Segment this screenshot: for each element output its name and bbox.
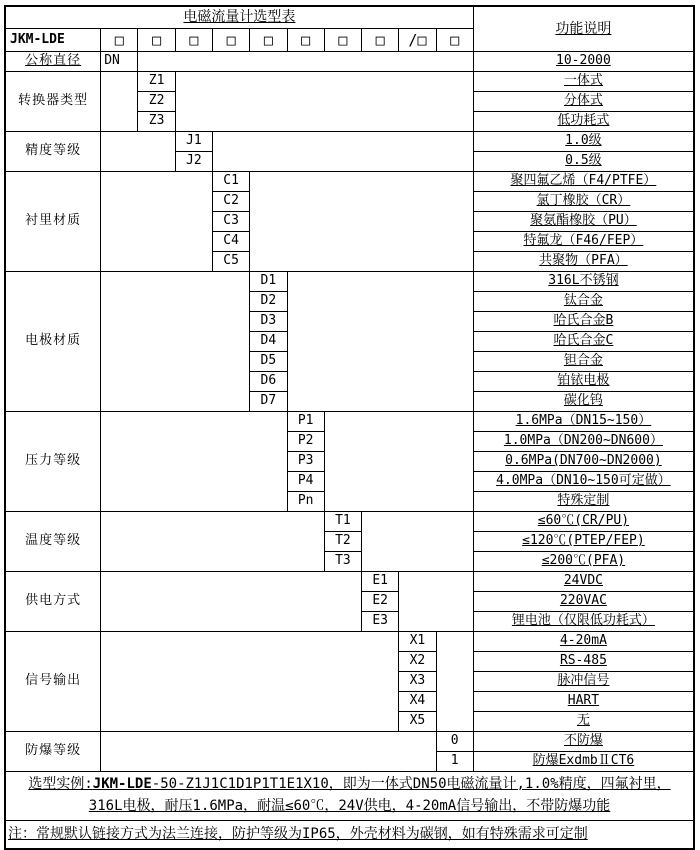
table-row [5, 132, 694, 152]
model-code-checkbox [324, 29, 361, 52]
checkbox-icon: □ [301, 30, 311, 49]
temperature-rating-label: 温度等级 [5, 512, 101, 572]
option-description: 4-20mA [473, 632, 694, 652]
option-code: C5 [212, 252, 249, 272]
example-model: JKM-LDE [92, 776, 152, 793]
option-description: 不防爆 [473, 732, 694, 752]
model-code-checkbox [101, 29, 138, 52]
accuracy-label: 精度等级 [5, 132, 101, 172]
option-description: 聚四氟乙烯（F4/PTFE） [473, 172, 694, 192]
table-row [5, 52, 694, 72]
model-code-checkbox [436, 29, 473, 52]
option-code: E2 [362, 592, 399, 612]
model-code-checkbox [362, 29, 399, 52]
option-description: 特氟龙（F46/FEP） [473, 232, 694, 252]
empty-cell [101, 572, 362, 632]
model-code-checkbox [250, 29, 287, 52]
option-description: 钛合金 [473, 292, 694, 312]
slash: / [408, 30, 418, 49]
checkbox-icon: □ [417, 30, 427, 49]
option-code: X4 [399, 692, 436, 712]
option-code: D6 [250, 372, 287, 392]
checkbox-icon: □ [152, 30, 162, 49]
empty-cell [101, 272, 250, 412]
checkbox-icon: □ [338, 30, 348, 49]
empty-cell [138, 52, 473, 72]
option-code: T1 [324, 512, 361, 532]
option-description: 铂铱电极 [473, 372, 694, 392]
option-description: 0.5级 [473, 152, 694, 172]
option-description: 哈氏合金C [473, 332, 694, 352]
table-title: 电磁流量计选型表 [5, 6, 473, 29]
model-code-checkbox [175, 29, 212, 52]
option-code: Z2 [138, 92, 175, 112]
option-description: 无 [473, 712, 694, 732]
lining-material-label: 衬里材质 [5, 172, 101, 272]
note-row [5, 821, 694, 850]
option-code: C3 [212, 212, 249, 232]
option-code: Z3 [138, 112, 175, 132]
option-code: C4 [212, 232, 249, 252]
option-code: X3 [399, 672, 436, 692]
model-code-checkbox [138, 29, 175, 52]
empty-cell [324, 412, 473, 512]
option-description: 低功耗式 [473, 112, 694, 132]
option-code: 1 [436, 752, 473, 772]
note-text: 注：常规默认链接方式为法兰连接，防护等级为IP65，外壳材料为碳钢，如有特殊需求可定制 [5, 821, 694, 850]
table-row [5, 272, 694, 292]
option-description: 氯丁橡胶（CR） [473, 192, 694, 212]
electrode-material-label: 电极材质 [5, 272, 101, 412]
example-prefix: 选型实例: [28, 776, 93, 793]
checkbox-icon: □ [189, 30, 199, 49]
option-code: D7 [250, 392, 287, 412]
option-code: D5 [250, 352, 287, 372]
power-supply-label: 供电方式 [5, 572, 101, 632]
option-description: 4.0MPa（DN10~150可定做） [473, 472, 694, 492]
option-code: D4 [250, 332, 287, 352]
empty-cell [212, 132, 473, 172]
example-row [5, 772, 694, 821]
option-code: E3 [362, 612, 399, 632]
option-description: 1.6MPa（DN15~150） [473, 412, 694, 432]
option-code: Pn [287, 492, 324, 512]
option-description: 316L不锈钢 [473, 272, 694, 292]
option-code: T2 [324, 532, 361, 552]
option-description: 共聚物（PFA） [473, 252, 694, 272]
option-code: C2 [212, 192, 249, 212]
checkbox-icon: □ [114, 30, 124, 49]
option-description: 0.6MPa(DN700~DN2000) [473, 452, 694, 472]
explosion-proof-label: 防爆等级 [5, 732, 101, 772]
option-description: 防爆ExdmbⅡCT6 [473, 752, 694, 772]
empty-cell [175, 72, 473, 132]
table-row [5, 172, 694, 192]
option-description: 锂电池（仅限低功耗式） [473, 612, 694, 632]
empty-cell [101, 512, 325, 572]
option-description: 分体式 [473, 92, 694, 112]
option-code: X1 [399, 632, 436, 652]
checkbox-icon: □ [375, 30, 385, 49]
option-code: D2 [250, 292, 287, 312]
empty-cell [250, 172, 474, 272]
option-description: RS-485 [473, 652, 694, 672]
selection-example [5, 772, 694, 821]
diameter-label: 公称直径 [5, 52, 101, 72]
option-description: 1.0级 [473, 132, 694, 152]
empty-cell [101, 132, 176, 172]
option-description: ≤200℃(PFA) [473, 552, 694, 572]
empty-cell [436, 632, 473, 732]
option-code: C1 [212, 172, 249, 192]
option-description: ≤60℃(CR/PU) [473, 512, 694, 532]
signal-output-label: 信号输出 [5, 632, 101, 732]
pressure-rating-label: 压力等级 [5, 412, 101, 512]
model-prefix: JKM-LDE [5, 29, 101, 52]
empty-cell [101, 632, 399, 732]
option-description: 1.0MPa（DN200~DN600） [473, 432, 694, 452]
option-description: 聚氨酯橡胶（PU） [473, 212, 694, 232]
option-code: DN [101, 52, 138, 72]
option-code: X5 [399, 712, 436, 732]
table-row [5, 6, 694, 29]
option-description: 220VAC [473, 592, 694, 612]
selection-table [4, 5, 695, 850]
empty-cell [362, 512, 474, 572]
example-line2: 316L电极，耐压1.6MPa，耐温≤60℃，24V供电，4-20mA信号输出，不带防爆功能 [88, 798, 611, 814]
option-description: 碳化钨 [473, 392, 694, 412]
option-description: 钽合金 [473, 352, 694, 372]
option-description: 10-2000 [473, 52, 694, 72]
table-row [5, 72, 694, 92]
empty-cell [287, 272, 473, 412]
option-description: 脉冲信号 [473, 672, 694, 692]
option-code: X2 [399, 652, 436, 672]
example-rest: -50-Z1J1C1D1P1T1E1X10，即为一体式DN50电磁流量计,1.0%精度，四氟衬里， [151, 776, 671, 793]
model-code-checkbox-slash [399, 29, 436, 52]
option-code: P4 [287, 472, 324, 492]
checkbox-icon: □ [226, 30, 236, 49]
option-code: Z1 [138, 72, 175, 92]
option-code: D1 [250, 272, 287, 292]
function-description-header: 功能说明 [473, 6, 694, 52]
option-code: J2 [175, 152, 212, 172]
empty-cell [101, 72, 138, 132]
option-description: ≤120℃(PTEP/FEP) [473, 532, 694, 552]
option-description: 24VDC [473, 572, 694, 592]
option-code: T3 [324, 552, 361, 572]
option-code: D3 [250, 312, 287, 332]
option-description: 哈氏合金B [473, 312, 694, 332]
option-code: P1 [287, 412, 324, 432]
table-row [5, 732, 694, 752]
option-description: 特殊定制 [473, 492, 694, 512]
empty-cell [101, 732, 436, 772]
table-row [5, 632, 694, 652]
option-description: 一体式 [473, 72, 694, 92]
model-code-checkbox [212, 29, 249, 52]
option-code: 0 [436, 732, 473, 752]
option-code: P3 [287, 452, 324, 472]
checkbox-icon: □ [450, 30, 460, 49]
option-code: P2 [287, 432, 324, 452]
empty-cell [101, 172, 213, 272]
checkbox-icon: □ [263, 30, 273, 49]
empty-cell [399, 572, 474, 632]
table-row [5, 412, 694, 432]
option-description: HART [473, 692, 694, 712]
option-code: E1 [362, 572, 399, 592]
table-row [5, 572, 694, 592]
converter-type-label: 转换器类型 [5, 72, 101, 132]
model-code-checkbox [287, 29, 324, 52]
option-code: J1 [175, 132, 212, 152]
table-row [5, 512, 694, 532]
empty-cell [101, 412, 287, 512]
